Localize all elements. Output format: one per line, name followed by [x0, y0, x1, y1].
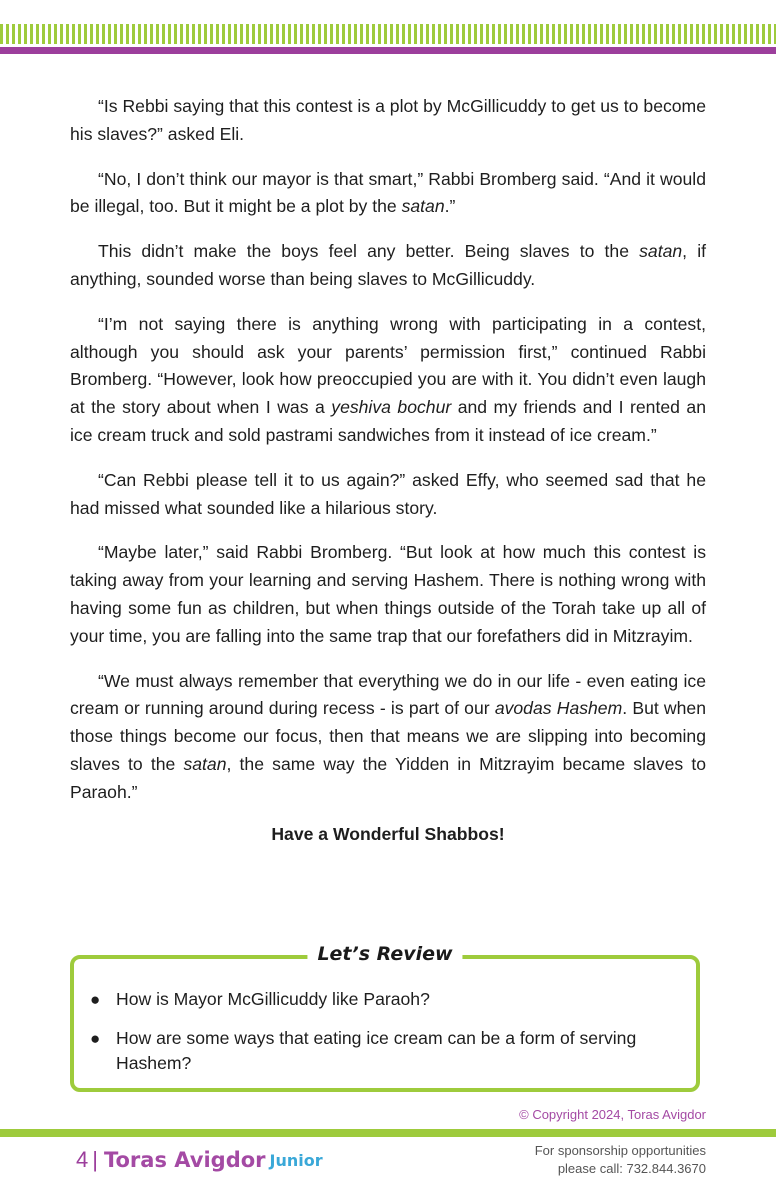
top-purple-bar [0, 47, 776, 54]
story-paragraph-5: “Can Rebbi please tell it to us again?” asked Effy, who seemed sad that he had missed what sounded like a hilarious story. [70, 469, 706, 518]
review-item-text: How are some ways that eating ice cream can be a form of serving Hashem? [116, 1028, 637, 1073]
story-paragraph-6: “Maybe later,” said Rabbi Bromberg. “But look at how much this contest is taking away from your learning and serving Hashem. There is nothing wrong with having some fun as children, but when things outside of the Torah take up all of your time, you are falling into the same trap that our forefathers did in Mitzrayim. [70, 542, 706, 646]
review-item [86, 1026, 692, 1076]
brand-logo-text: Toras Avigdor [103, 1148, 266, 1172]
page-number: 4 [76, 1147, 89, 1172]
story-paragraph-4: “I’m not saying there is anything wrong with participating in a contest, although you should ask your parents’ permission first,” continued Rabbi Bromberg. “However, look how preoccupied you are with it. You didn’t even laugh at the story about when I was a yeshiva bochur and my friends and I rented an ice cream truck and sold pastrami sandwiches from it instead of ice cream.” [70, 313, 706, 445]
review-item-text: How is Mayor McGillicuddy like Paraoh? [116, 989, 430, 1009]
review-title: Let’s Review [307, 943, 462, 965]
copyright-notice: © Copyright 2024, Toras Avigdor [519, 1107, 706, 1122]
bottom-green-bar [0, 1129, 776, 1137]
review-list [86, 987, 692, 1090]
sponsorship-info [535, 1142, 706, 1178]
footer-separator: | [92, 1147, 98, 1172]
story-paragraph-1: “Is Rebbi saying that this contest is a plot by McGillicuddy to get us to become his slaves?” asked Eli. [70, 96, 706, 144]
bullet-icon: ● [90, 1029, 101, 1048]
sponsorship-line-1: For sponsorship opportunities [534, 1143, 706, 1158]
bullet-icon: ● [90, 990, 101, 1009]
review-box [70, 943, 700, 1092]
review-item [86, 987, 692, 1012]
story-paragraph-7: “We must always remember that everything we do in our life - even eating ice cream or running around during recess - is part of our avodas Hashem. But when those things become our focus, then that means we are slipping into becoming slaves to the satan, the same way the Yidden in Mitzrayim became slaves to Paraoh.” [70, 670, 706, 802]
story-paragraph-2: “No, I don’t think our mayor is that smart,” Rabbi Bromberg said. “And it would be illegal, too. But it might be a plot by the satan.” [70, 168, 706, 217]
closing-line: Have a Wonderful Shabbos! [271, 823, 505, 844]
sponsorship-line-2: please call: 732.844.3670 [557, 1161, 706, 1176]
story-body [70, 93, 706, 845]
story-paragraph-3: This didn’t make the boys feel any better. Being slaves to the satan, if anything, sounded worse than being slaves to McGillicuddy. [70, 241, 706, 289]
footer-branding [76, 1147, 323, 1173]
brand-logo-subtext: Junior [269, 1150, 323, 1170]
top-decorative-stripe [0, 24, 776, 44]
